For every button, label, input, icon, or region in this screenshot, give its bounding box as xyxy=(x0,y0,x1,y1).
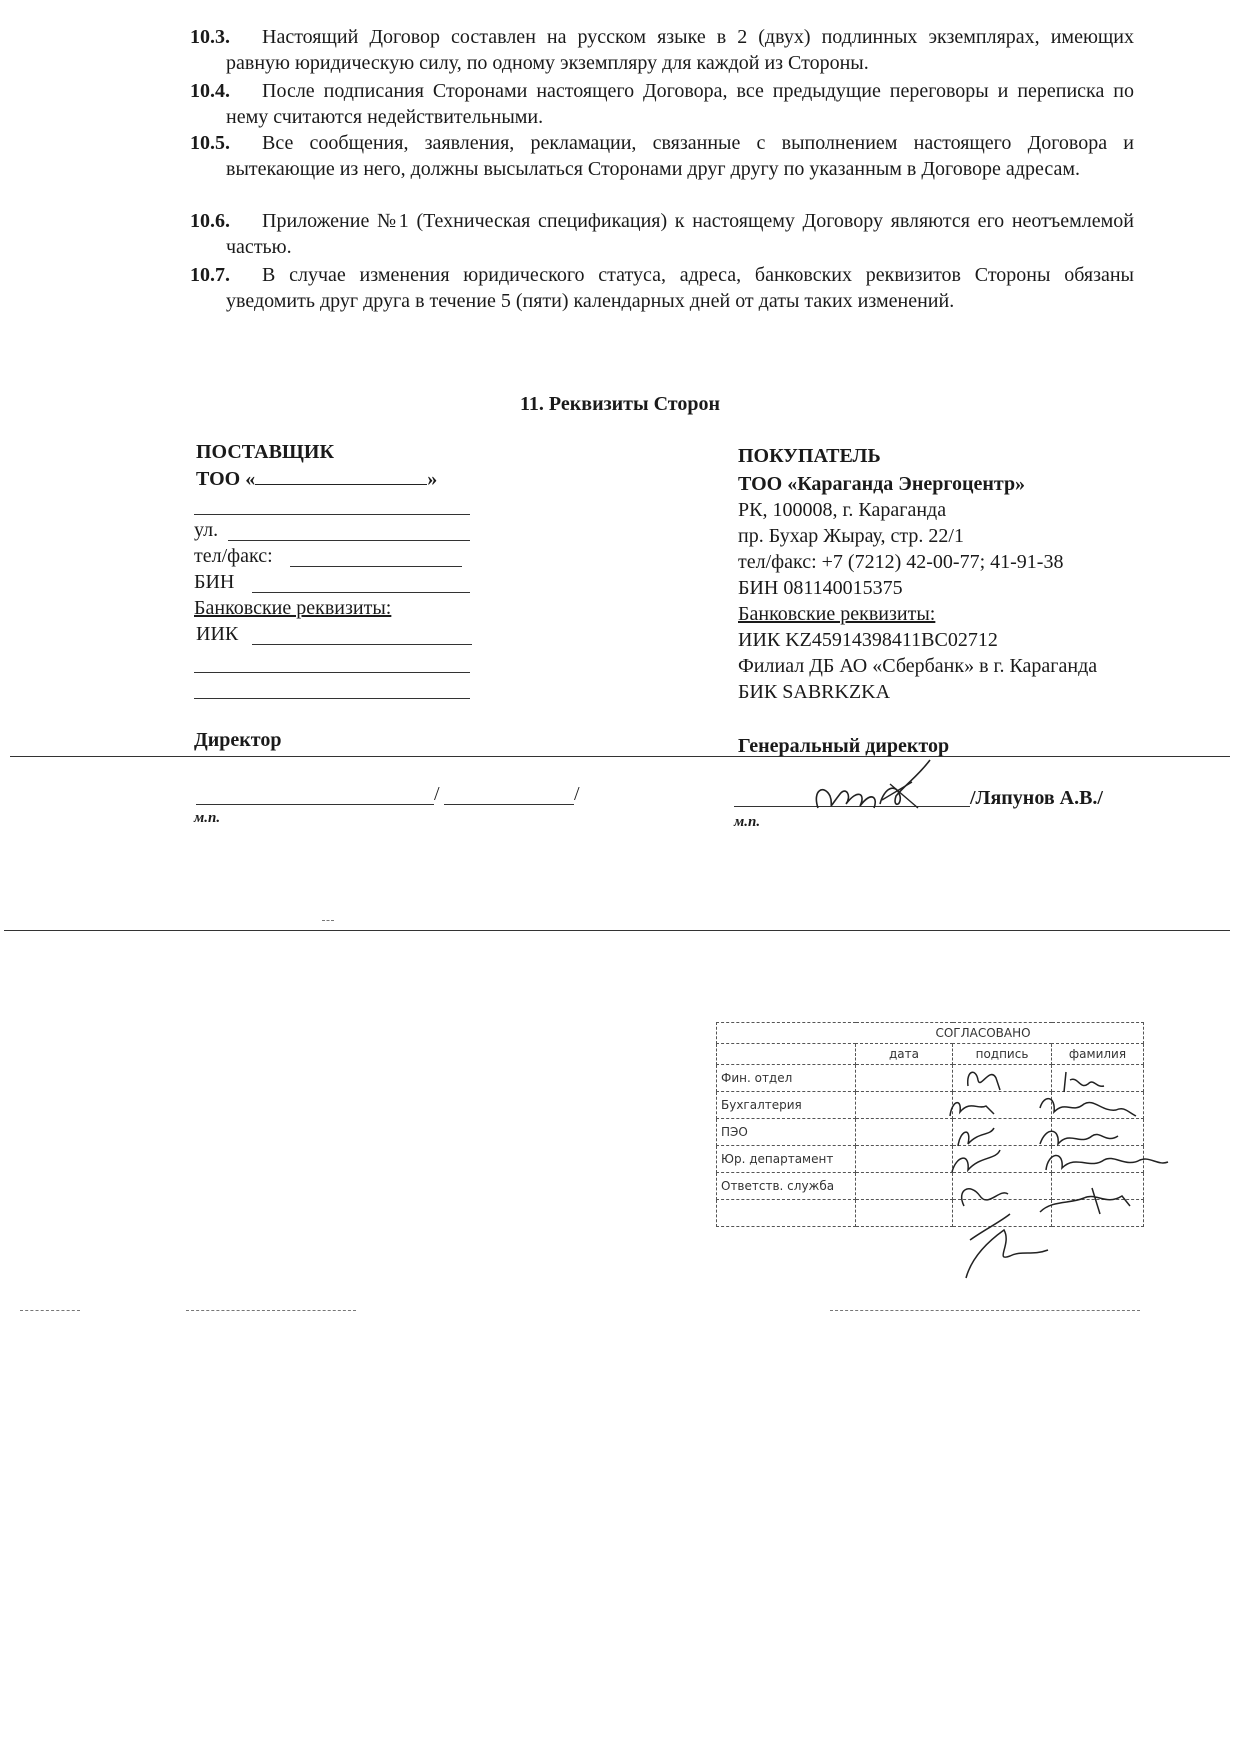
clause-text: В случае изменения юридического статуса, адреса, банковских реквизитов Стороны обязаны уведомить друг друга в течение 5 (пяти) календарных дней от даты таких изменений. xyxy=(226,264,1134,312)
buyer-bik: БИК SABRKZKA xyxy=(738,681,891,703)
approval-col-surname: фамилия xyxy=(1052,1044,1144,1065)
scan-artifact-line xyxy=(186,1310,356,1311)
scan-artifact-line xyxy=(322,920,334,921)
clause-number: 10.4. xyxy=(190,80,230,102)
buyer-bank-label: Банковские реквизиты: xyxy=(738,603,936,625)
supplier-bin-label: БИН xyxy=(194,571,235,593)
clause-text: Все сообщения, заявления, рекламации, связанные с выполнением настоящего Договора и вытекающие из него, должны высылаться Сторонами друг другу по указанным в Договоре адресам. xyxy=(226,132,1134,180)
buyer-director-label: Генеральный директор xyxy=(738,735,950,757)
buyer-company: ТОО «Караганда Энергоцентр» xyxy=(738,473,1026,495)
buyer-phone: тел/факс: +7 (7212) 42-00-77; 41-91-38 xyxy=(738,551,1064,573)
scan-artifact-line xyxy=(20,1310,80,1311)
supplier-director-label: Директор xyxy=(194,729,282,751)
approval-row-label: Ответств. служба xyxy=(717,1173,856,1200)
scan-artifact-line xyxy=(830,1310,1140,1311)
approval-row-label: ПЭО xyxy=(717,1119,856,1146)
buyer-seal-place: м.п. xyxy=(734,814,761,830)
approval-title: СОГЛАСОВАНО xyxy=(717,1023,1144,1044)
supplier-bank-label: Банковские реквизиты: xyxy=(194,597,392,619)
buyer-bin: БИН 081140015375 xyxy=(738,577,903,599)
supplier-phone-label: тел/факс: xyxy=(194,545,273,567)
slash-1: / xyxy=(434,783,440,805)
clause-number: 10.3. xyxy=(190,26,230,48)
approval-col-signature: подпись xyxy=(953,1044,1052,1065)
clause-number: 10.6. xyxy=(190,210,230,232)
supplier-too-suffix: » xyxy=(427,468,438,490)
clause-number: 10.7. xyxy=(190,264,230,286)
supplier-too-prefix: ТОО « xyxy=(196,468,256,490)
clause-text: Приложение №1 (Техническая спецификация) к настоящему Договору являются его неотъемлемой частью. xyxy=(226,210,1134,258)
approval-col-date: дата xyxy=(856,1044,953,1065)
buyer-address-city: РК, 100008, г. Караганда xyxy=(738,499,947,521)
slash-2: / xyxy=(574,783,580,805)
supplier-seal-place: м.п. xyxy=(194,810,221,826)
section-title: 11. Реквизиты Сторон xyxy=(520,393,720,415)
clause-text: Настоящий Договор составлен на русском языке в 2 (двух) подлинных экземплярах, имеющих равную юридическую силу, по одному экземпляру для каждой из Стороны. xyxy=(226,26,1134,74)
clause-number: 10.5. xyxy=(190,132,230,154)
buyer-signatory: /Ляпунов А.В./ xyxy=(970,787,1103,809)
supplier-iik-label: ИИК xyxy=(196,623,239,645)
buyer-heading: ПОКУПАТЕЛЬ xyxy=(738,445,881,467)
buyer-bank-name: Филиал ДБ АО «Сбербанк» в г. Караганда xyxy=(738,655,1098,677)
approval-row-label: Фин. отдел xyxy=(717,1065,856,1092)
supplier-heading: ПОСТАВЩИК xyxy=(196,441,334,463)
buyer-address-street: пр. Бухар Жырау, стр. 22/1 xyxy=(738,525,964,547)
approval-row-label: Юр. департамент xyxy=(717,1146,856,1173)
approval-row-label: Бухгалтерия xyxy=(717,1092,856,1119)
clause-text: После подписания Сторонами настоящего Договора, все предыдущие переговоры и переписка по нему считаются недействительными. xyxy=(226,80,1134,128)
supplier-street-label: ул. xyxy=(194,519,219,541)
buyer-iik: ИИК KZ45914398411BC02712 xyxy=(738,629,998,651)
